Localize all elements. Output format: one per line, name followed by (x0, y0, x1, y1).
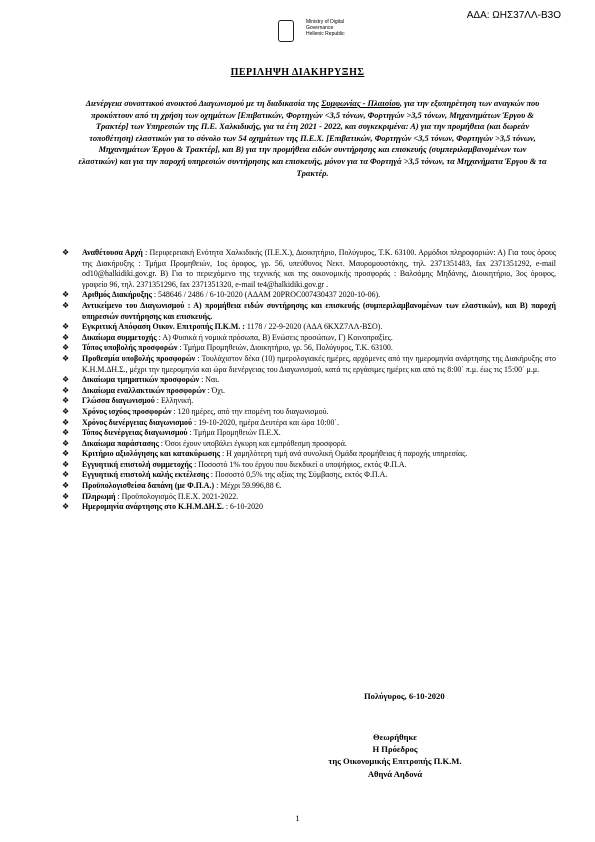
ada-code: ΑΔΑ: ΩΗΣ37ΛΛ-Β3Ο (466, 10, 561, 21)
item-label: Δικαίωμα τμηματικών προσφορών (82, 375, 200, 385)
list-item (62, 492, 556, 503)
greek-seal-icon (278, 20, 294, 42)
item-label: Κριτήριο αξιολόγησης και κατακύρωσης (82, 449, 221, 459)
diamond-bullet-icon: ❖ (62, 406, 70, 416)
item-label: Προθεσμία υποβολής προσφορών (82, 353, 196, 363)
item-text: : Η χαμηλότερη τιμή ανά συνολική Ομάδα προμήθειας ή παροχής υπηρεσίας. (220, 449, 468, 459)
signature-block (300, 731, 490, 767)
list-item (62, 439, 556, 450)
item-text: : Τουλάχιστον δέκα (10) ημερολογιακές ημέρες, αρχόμενες από την ημερομηνία ανάρτησης της Διακήρυξης στο Κ.Η.Μ.ΔΗ.Σ., μέχρι την ημερομηνία και ώρα διενέργειας του Διαγωνισμού, κατά τις εργάσιμες ημέρες και από τις 8:00΄ π.μ. έως τις 15:00΄ μ.μ. (82, 353, 556, 374)
page-number: 1 (295, 813, 300, 823)
list-item (62, 343, 556, 354)
item-text: : Α) Φυσικά ή νομικά πρόσωπα, Β) Ενώσεις προσώπων, Γ) Κοινοπραξίες. (156, 332, 393, 342)
item-label: Εγκριτική Απόφαση Οικον. Επιτροπής Π.Κ.Μ. : (82, 322, 245, 332)
ministry-line: Ministry of Digital (306, 19, 345, 25)
ministry-block (306, 19, 345, 37)
item-text: : Τμήμα Προμηθειών, Διοικητήριο, γρ. 56, Πολύγυρος, Τ.Κ. 63100. (177, 343, 393, 353)
item-label: Αριθμός Διακήρυξης (82, 290, 152, 300)
signature-line: Η Πρόεδρος (372, 744, 418, 754)
diamond-bullet-icon: ❖ (62, 417, 70, 427)
item-text: : Ναι. (199, 375, 220, 385)
list-item (62, 460, 556, 471)
diamond-bullet-icon: ❖ (62, 481, 70, 491)
item-text: : 19-10-2020, ημέρα Δευτέρα και ώρα 10:00΄. (192, 417, 340, 427)
signer-name: Αθηνά Αηδονά (367, 769, 423, 779)
diamond-bullet-icon: ❖ (62, 502, 70, 512)
item-label: Δικαίωμα συμμετοχής (82, 332, 157, 342)
item-label: Εγγυητική επιστολή συμμετοχής (82, 459, 193, 469)
diamond-bullet-icon: ❖ (62, 332, 70, 342)
item-label: Χρόνος ισχύος προσφορών (82, 406, 172, 416)
item-text: : Τμήμα Προμηθειών Π.Ε.Χ. (187, 428, 281, 438)
list-item (62, 481, 556, 492)
item-text: : Ελληνική. (154, 396, 194, 406)
list-item (62, 418, 556, 429)
item-text: : Ποσοστό 1% του έργου που διεκδικεί ο υποψήφιος, εκτός Φ.Π.Α. (192, 459, 407, 469)
item-label: Αντικείμενο του Διαγωνισμού : Α) προμήθεια ειδών συντήρησης και επισκευής (συμπεριλαμβανομένων των ελαστικών), και Β) παροχή υπηρεσιών συντήρησης και επισκευής. (82, 300, 556, 321)
list-item (62, 375, 556, 386)
item-label: Προϋπολογισθείσα δαπάνη (με Φ.Π.Α.) (82, 481, 215, 491)
signing-date: Πολύγυρος, 6-10-2020 (364, 691, 445, 701)
item-label: Πληρωμή (82, 491, 116, 501)
diamond-bullet-icon: ❖ (62, 322, 70, 332)
item-label: Εγγυητική επιστολή καλής εκτέλεσης (82, 470, 209, 480)
diamond-bullet-icon: ❖ (62, 491, 70, 501)
item-text: : Προϋπολογισμός Π.Ε.Χ. 2021-2022. (115, 491, 239, 501)
list-item (62, 248, 556, 290)
list-item (62, 290, 556, 301)
item-text: : Περιφερειακή Ενότητα Χαλκιδικής (Π.Ε.Χ.), Διοικητήριο, Πολύγυρος, Τ.Κ. 63100. Αρμόδιοι πληροφοριών: Α) Για τους όρους της Διακήρυξης : Τμήμα Προμηθειών, 1ος όροφος, γρ. 56, υπεύθυνος Νεκτ. Μαυρομουστάκης, τηλ. 2371351483, fax 2371351292, e-mail od10@halkidiki.gov.gr. Β) Για το περιεχόμενο της τεχνικής και της οικονομικής προσφοράς : Βαλσάμης Μηδάνης, Διοικητήριο, 3ος όροφος, γραφείο 96, τηλ. 2371351296, fax 2371351320, e-mail te4@halkidiki.gov.gr . (82, 248, 556, 289)
item-label: Δικαίωμα εναλλακτικών προσφορών (82, 385, 206, 395)
diamond-bullet-icon: ❖ (62, 470, 70, 480)
list-item (62, 502, 556, 513)
diamond-bullet-icon: ❖ (62, 385, 70, 395)
diamond-bullet-icon: ❖ (62, 353, 70, 363)
item-text: 1178 / 22-9-2020 (ΑΔΑ 6ΚΧΖ7ΛΛ-ΒΣΟ). (244, 322, 383, 332)
item-label: Γλώσσα διαγωνισμού (82, 396, 155, 406)
diamond-bullet-icon: ❖ (62, 459, 70, 469)
list-item (62, 322, 556, 333)
item-label: Αναθέτουσα Αρχή (82, 248, 143, 257)
item-text: : Ποσοστό 0,5% της αξίας της Σύμβασης, εκτός Φ.Π.Α. (208, 470, 388, 480)
ministry-line: Governance (306, 25, 334, 31)
list-item (62, 470, 556, 481)
item-text: : 6-10-2020 (223, 502, 263, 512)
diamond-bullet-icon: ❖ (62, 449, 70, 459)
list-item (62, 407, 556, 418)
item-label: Χρόνος διενέργειας διαγωνισμού (82, 417, 193, 427)
intro-paragraph (78, 98, 547, 179)
list-item (62, 449, 556, 460)
document-title: ΠΕΡΙΛΗΨΗ ΔΙΑΚΗΡΥΞΗΣ (230, 67, 365, 78)
list-item (62, 396, 556, 407)
intro-underlined: Συμφωνίας - Πλαισίου (321, 99, 400, 108)
item-text: : Όχι. (205, 385, 225, 395)
diamond-bullet-icon: ❖ (62, 396, 70, 406)
item-text: : Όσοι έχουν υποβάλει έγκυρη και εμπρόθεσμη προσφορά. (158, 438, 347, 448)
signature-line: Θεωρήθηκε (373, 732, 417, 742)
diamond-bullet-icon: ❖ (62, 428, 70, 438)
list-item (62, 333, 556, 344)
list-item (62, 354, 556, 375)
diamond-bullet-icon: ❖ (62, 438, 70, 448)
list-item (62, 301, 556, 322)
diamond-bullet-icon: ❖ (62, 290, 70, 300)
item-label: Ημερομηνία ανάρτησης στο Κ.Η.Μ.ΔΗ.Σ. (82, 502, 224, 512)
list-item (62, 386, 556, 397)
intro-part-1: Διενέργεια συνοπτικού ανοικτού Διαγωνισμού με τη διαδικασία της (85, 99, 322, 108)
item-label: Τόπος διενέργειας διαγωνισμού (82, 428, 188, 438)
signature-line: της Οικονομικής Επιτροπής Π.Κ.Μ. (328, 756, 462, 766)
item-text: : 120 ημέρες, από την επομένη του διαγωνισμού. (171, 406, 329, 416)
diamond-bullet-icon: ❖ (62, 248, 70, 257)
list-item (62, 428, 556, 439)
details-list (62, 248, 556, 513)
ministry-line: Hellenic Republic (306, 31, 345, 37)
item-text: : Μέχρι 59.996,88 €. (214, 481, 282, 491)
diamond-bullet-icon: ❖ (62, 300, 70, 310)
item-label: Δικαίωμα παράστασης (82, 438, 159, 448)
item-text: : 548646 / 2486 / 6-10-2020 (ΑΔΑΜ 20PROC007430437 2020-10-06). (151, 290, 381, 300)
item-label: Τόπος υποβολής προσφορών (82, 343, 178, 353)
diamond-bullet-icon: ❖ (62, 375, 70, 385)
intro-part-2: , για την εξυπηρέτηση των αναγκών που προκύπτουν από τη χρήση των οχημάτων [Επιβατικών, Φορτηγών <3,5 τόνων, Φορτηγών >3,5 τόνων, Μηχανημάτων Έργου & Τρακτέρ] των Υπηρεσιών της Π.Ε. Χαλκιδικής, για τα έτη 2021 - 2022, και συγκεκριμένα: Α) για την προμήθεια (και δωρεάν τοποθέτηση) ελαστικών για το σύνολο των 54 οχημάτων της Π.Ε.Χ. [Επιβατικών, Φορτηγών <3,5 τόνων, Φορτηγών >3,5 τόνων, Μηχανημάτων Έργου & Τρακτέρ], και Β) για την προμήθεια ειδών συντήρησης και επισκευής (συμπεριλαμβανομένων των ελαστικών) και για την παροχή υπηρεσιών συντήρησης και επισκευής, μόνον για τα Φορτηγά >3,5 τόνων, τα Μηχανήματα Έργου & τα Τρακτέρ. (78, 99, 547, 178)
diamond-bullet-icon: ❖ (62, 343, 70, 353)
